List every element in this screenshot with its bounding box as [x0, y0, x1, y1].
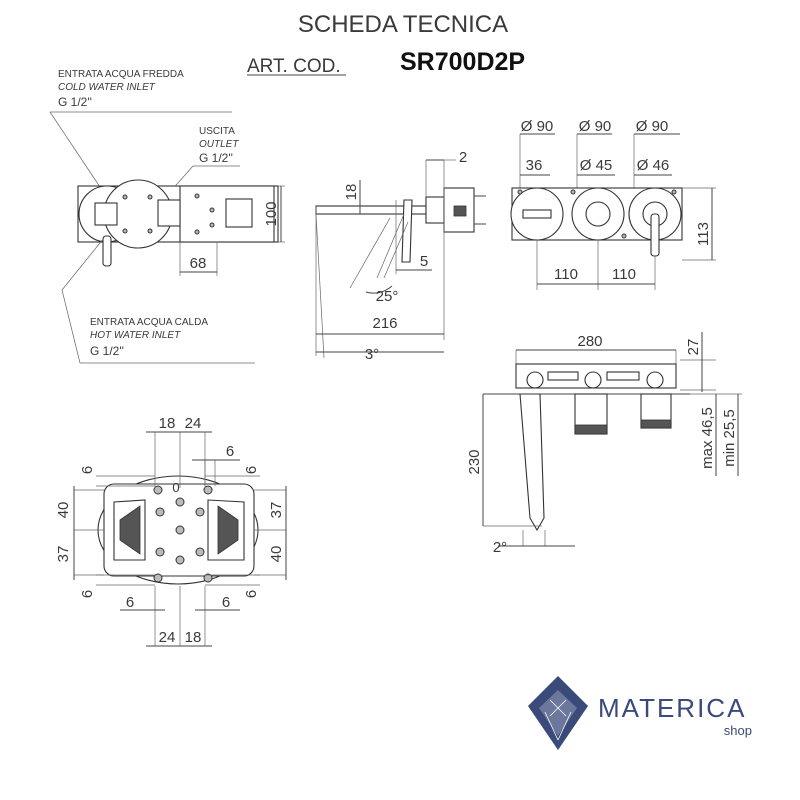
dim-18: 18: [343, 183, 360, 201]
dim-230: 230: [466, 449, 483, 475]
dim-min: min 25,5: [721, 409, 738, 467]
art-code-label: ART. COD.: [247, 56, 341, 77]
rear-dim-40-left: 40: [55, 501, 72, 519]
phi-90-right: Ø 90: [635, 118, 669, 135]
lever-front: [651, 214, 659, 256]
diverter-knob: [586, 202, 610, 226]
hot-inlet-label-it: ENTRATA ACQUA CALDA: [90, 317, 208, 328]
dim-max: max 46,5: [699, 407, 716, 469]
outlet-label-en: OUTLET: [199, 139, 239, 150]
rear-dim-24-top: 24: [184, 415, 202, 432]
rear-dim-18-top: 18: [158, 415, 176, 432]
plan-view-body: [466, 332, 742, 556]
hot-inlet-label-en: HOT WATER INLET: [90, 330, 181, 341]
rear-dim-37-left: 37: [55, 545, 72, 563]
angle-2: 2°: [492, 539, 508, 556]
rear-dim-6-bottom-left: 6: [125, 594, 135, 611]
brand-sub: shop: [723, 723, 752, 738]
dim-110-right: 110: [612, 266, 636, 283]
phi-90-left: Ø 90: [520, 118, 554, 135]
rear-dim-18-bottom: 18: [184, 629, 202, 646]
front-view-mixer: [50, 69, 285, 363]
side-lever: [402, 200, 412, 262]
cold-inlet-label-it: ENTRATA ACQUA FREDDA: [58, 69, 184, 80]
spout-front: [523, 210, 551, 218]
rear-dim-6-left-lower: 6: [79, 589, 96, 599]
phi-90-mid: Ø 90: [578, 118, 612, 135]
outlet-size: G 1/2'': [199, 151, 233, 165]
dim-100: 100: [263, 201, 280, 227]
dim-2: 2: [458, 149, 468, 166]
rear-dim-6-top-left: 6: [79, 465, 96, 475]
phi-45: Ø 45: [579, 157, 613, 174]
dim-113: 113: [695, 222, 712, 246]
hot-inlet-size: G 1/2'': [90, 344, 124, 358]
rear-dim-6-top-right: 6: [225, 443, 235, 460]
brand-name: MATERICA: [598, 693, 747, 723]
rear-dim-6-right-upper: 6: [243, 465, 260, 475]
rear-dim-6-bottom-right: 6: [221, 594, 231, 611]
rear-view-body: [55, 415, 286, 646]
dim-36: 36: [525, 157, 543, 174]
materica-logo: [528, 676, 752, 750]
angle-3: 3°: [364, 346, 380, 363]
dim-216: 216: [372, 315, 398, 332]
phi-46: Ø 46: [636, 157, 670, 174]
article-code: SR700D2P: [400, 48, 526, 76]
angle-25: 25°: [375, 288, 399, 305]
dim-27: 27: [685, 338, 702, 356]
rear-dim-24-bottom: 24: [158, 629, 176, 646]
cold-inlet-size: G 1/2'': [58, 95, 92, 109]
dim-110-left: 110: [554, 266, 578, 283]
outlet-label-it: USCITA: [199, 126, 235, 137]
rear-dim-37-right: 37: [268, 501, 285, 519]
sheet-title: SCHEDA TECNICA: [297, 11, 509, 38]
dim-280: 280: [577, 333, 603, 350]
side-view-spout: [316, 149, 486, 363]
rear-dim-40-right: 40: [268, 545, 285, 563]
spout-plan: [520, 394, 544, 530]
front-view-plates: [511, 118, 716, 290]
cold-inlet-label-en: COLD WATER INLET: [58, 82, 155, 93]
front-lever: [103, 236, 111, 266]
dim-5: 5: [419, 253, 429, 270]
dim-68: 68: [189, 255, 207, 272]
rear-dim-6-right-lower: 6: [243, 589, 260, 599]
svg-text:0: 0: [172, 480, 180, 495]
